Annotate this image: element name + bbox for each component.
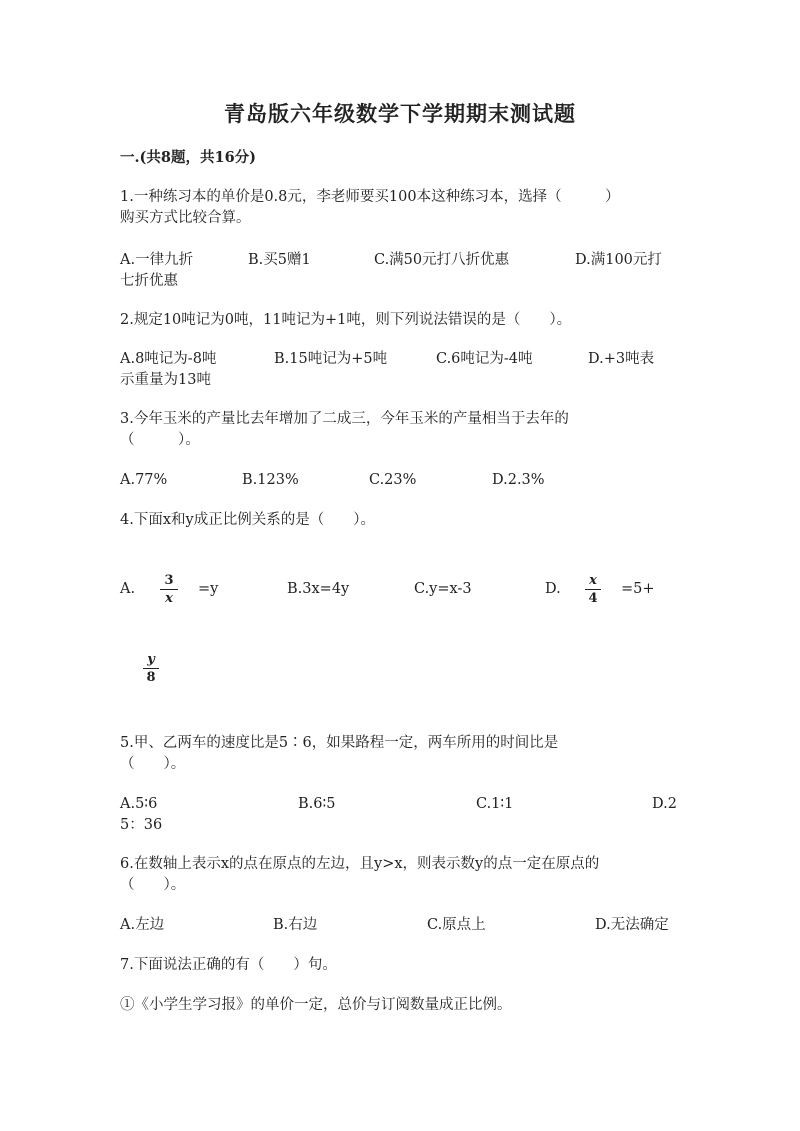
question-4-option-d-tail: =5+ <box>621 581 655 597</box>
fraction-numerator: 3 <box>164 573 174 588</box>
fraction-numerator: y <box>147 652 155 667</box>
question-3-option-c: C.23% <box>369 472 417 488</box>
question-5-option-c: C.1∶1 <box>476 796 514 812</box>
question-4-option-a-tail: =y <box>198 581 219 597</box>
question-4-line-1: 4.下面x和y成正比例关系的是（ ）。 <box>120 512 375 528</box>
question-2-option-a: A.8吨记为-8吨 <box>120 351 217 367</box>
question-2-option-b: B.15吨记为+5吨 <box>274 351 388 367</box>
question-2-option-c: C.6吨记为-4吨 <box>436 351 533 367</box>
question-3-line-2: （ ）。 <box>120 432 200 448</box>
question-4-option-a-fraction <box>160 573 178 606</box>
fraction-denominator: x <box>165 591 173 606</box>
question-3-line-1: 3.今年玉米的产量比去年增加了二成三，今年玉米的产量相当于去年的 <box>120 411 569 427</box>
fraction-denominator: 4 <box>588 591 598 606</box>
question-1-option-a: A.一律九折 <box>120 252 194 268</box>
question-2-line-1: 2.规定10吨记为0吨，11吨记为+1吨，则下列说法错误的是（ ）。 <box>120 312 572 328</box>
question-6-option-a: A.左边 <box>120 917 165 933</box>
question-6-option-d: D.无法确定 <box>595 917 669 933</box>
question-5-option-d-wrap: 5：36 <box>120 817 163 833</box>
question-1-line-1: 1.一种练习本的单价是0.8元，李老师要买100本这种练习本，选择（ ） <box>120 189 620 205</box>
question-5-option-a: A.5∶6 <box>120 796 158 812</box>
question-3-option-b: B.123% <box>242 472 299 488</box>
fraction-denominator: 8 <box>146 670 156 685</box>
question-5-option-b: B.6∶5 <box>298 796 336 812</box>
question-5-option-d: D.2 <box>652 796 677 812</box>
question-5-line-2: （ ）。 <box>120 756 186 772</box>
fraction-bar <box>585 589 601 590</box>
fraction-numerator: x <box>589 573 597 588</box>
question-2-option-d: D.+3吨表 <box>588 351 655 367</box>
question-5-line-1: 5.甲、乙两车的速度比是5∶6，如果路程一定，两车所用的时间比是 <box>120 735 559 751</box>
fraction-bar <box>160 589 178 590</box>
question-1-option-d-wrap: 七折优惠 <box>120 273 178 289</box>
question-1-option-c: C.满50元打八折优惠 <box>374 252 510 268</box>
question-1-line-2: 购买方式比较合算。 <box>120 210 251 226</box>
question-6-line-1: 6.在数轴上表示x的点在原点的左边，且y>x，则表示数y的点一定在原点的 <box>120 856 600 872</box>
question-3-option-d: D.2.3% <box>492 472 545 488</box>
fraction-bar <box>143 668 159 669</box>
question-4-option-b: B.3x=4y <box>287 581 350 597</box>
question-6-option-b: B.右边 <box>273 917 318 933</box>
question-2-option-d-wrap: 示重量为13吨 <box>120 372 211 388</box>
question-4-option-d-fraction <box>585 573 601 606</box>
page-title: 青岛版六年级数学下学期期末测试题 <box>224 101 576 126</box>
question-4-option-c: C.y=x-3 <box>414 581 472 597</box>
question-6-line-2: （ ）。 <box>120 877 186 893</box>
question-4-option-a-label: A. <box>120 581 136 597</box>
question-6-option-c: C.原点上 <box>427 917 486 933</box>
question-1-option-b: B.买5赠1 <box>248 252 311 268</box>
question-1-option-d: D.满100元打 <box>575 252 662 268</box>
question-3-option-a: A.77% <box>120 472 168 488</box>
section-heading: 一.(共8题，共16分) <box>120 149 257 166</box>
question-7-line-1: 7.下面说法正确的有（ ）句。 <box>120 957 337 973</box>
question-4-option-d-label: D. <box>545 581 561 597</box>
question-4-option-d-wrap-fraction <box>143 652 159 685</box>
question-7-statement-1: ①《小学生学习报》的单价一定，总价与订阅数量成正比例。 <box>120 997 512 1013</box>
